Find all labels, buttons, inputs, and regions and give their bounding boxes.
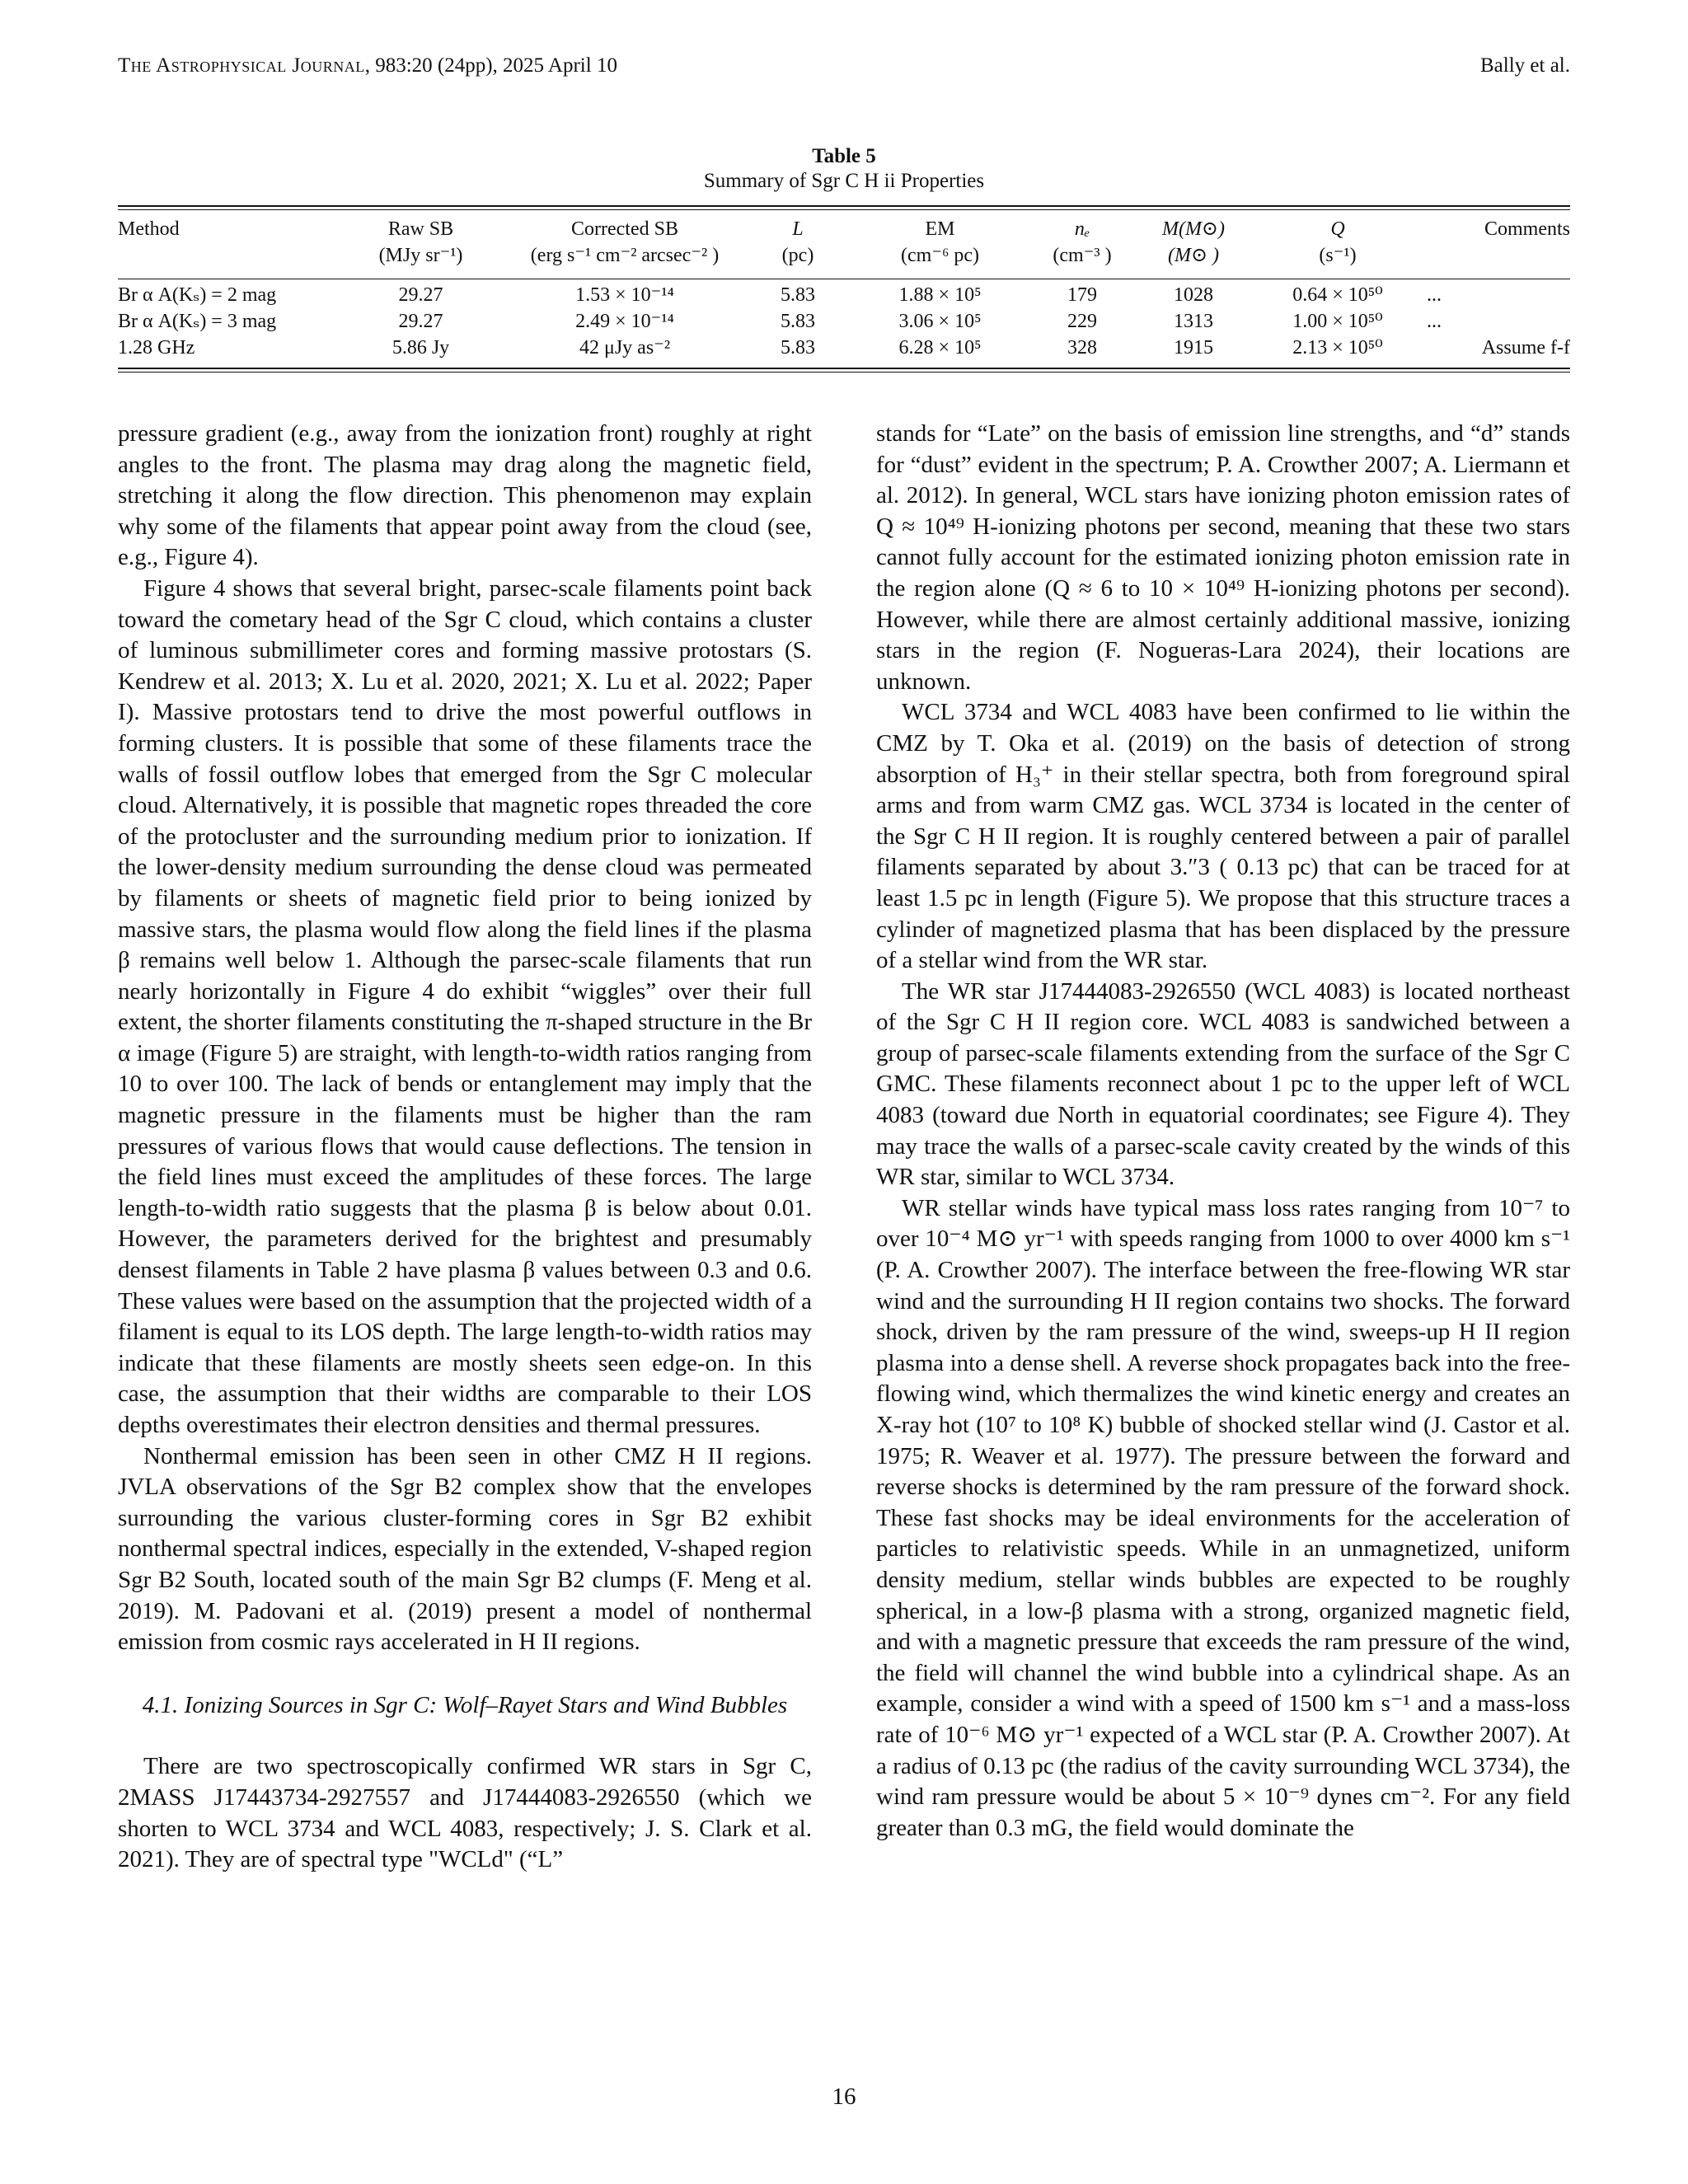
table-cell: 29.27 — [398, 284, 443, 306]
table-cell: 5.83 — [781, 284, 815, 306]
paragraph: Nonthermal emission has been seen in other CMZ H II regions. JVLA observations of the Sgr B2 complex show that the envelopes surrounding the various cluster-forming cores in Sgr B2 exhibit nonthermal spectral indices, especially in the extended, V-shaped region Sgr B2 South, located south of the main Sgr B2 clumps (F. Meng et al. 2019). M. Padovani et al. (2019) present a model of nonthermal emission from cosmic rays accelerated in H II regions. — [118, 1442, 812, 1656]
col-header: L (pc) — [781, 218, 814, 266]
table-row — [118, 269, 1570, 308]
table-cell: 6.28 × 10⁵ — [898, 337, 982, 359]
section-heading: 4.1. Ionizing Sources in Sgr C: Wolf–Rayet Stars and Wind Bubbles — [142, 1691, 788, 1718]
table-cell: 29.27 — [398, 311, 443, 332]
table-cell: 1.88 × 10⁵ — [898, 284, 982, 306]
col-header: Corrected SB (erg s⁻¹ cm⁻² arcsec⁻² ) — [530, 218, 720, 266]
paragraph: Figure 4 shows that several bright, parsec-scale filaments point back toward the cometary head of the Sgr C cloud, which contains a cluster of luminous submillimeter cores and forming massive protostars (S. Kendrew et al. 2013; X. Lu et al. 2020, 2021; X. Lu et al. 2022; Paper I). Massive protostars tend to drive the most powerful outflows in forming clusters. It is possible that some of these filaments trace the walls of fossil outflow lobes that emerged from the Sgr C molecular cloud. Alternatively, it is possible that magnetic ropes threaded the core of the protocluster and the surrounding medium prior to ionization. If the lower-density medium surrounding the dense cloud was permeated by filaments or sheets of magnetic field prior to being ionized by massive stars, the plasma would flow along the field lines if the plasma β remains well below 1. Although the parsec-scale filaments that run nearly horizontally in Figure 4 do exhibit “wiggles” over their full extent, the shorter filaments constituting the π-shaped structure in the Br α image (Figure 5) are straight, with length-to-width ratios ranging from 10 to over 100. The lack of bends or entanglement may imply that the magnetic pressure in the filaments must be higher than the ram pressures of various flows that would cause deflections. The tension in the field lines must exceed the amplitudes of these forces. The large length-to-width ratio suggests that the plasma β is below about 0.01. However, the parameters derived for the brightest and presumably densest filaments in Table 2 have plasma β values between 0.3 and 0.6. These values were based on the assumption that the projected width of a filament is equal to its LOS depth. The large length-to-width ratios may indicate that these filaments are mostly sheets seen edge-on. In this case, the assumption that their widths are comparable to their LOS depths overestimates their electron densities and thermal pressures. — [118, 574, 812, 1438]
table-cell: Assume f-f — [1481, 337, 1570, 359]
table-cell: 5.83 — [781, 337, 815, 359]
table-cell: 2.13 × 10⁵⁰ — [1292, 337, 1383, 359]
table-cell: 5.83 — [781, 311, 815, 332]
table-cell: 2.49 × 10⁻¹⁴ — [575, 311, 674, 332]
table-cell: 1915 — [1174, 337, 1213, 359]
running-header — [118, 54, 617, 77]
table-cell: ... — [1427, 284, 1442, 306]
properties-table — [118, 216, 1570, 361]
table-header-row — [118, 216, 1570, 269]
journal-name: The Astrophysical Journal — [118, 54, 365, 77]
col-header: Method — [118, 218, 180, 240]
table-cell: 1.53 × 10⁻¹⁴ — [575, 284, 674, 306]
col-header: Comments — [1484, 218, 1570, 240]
table-cell: 1.28 GHz — [118, 337, 195, 359]
table-cell: ... — [1427, 311, 1442, 332]
table-cell: 229 — [1067, 311, 1097, 332]
running-header-authors: Bally et al. — [1480, 54, 1570, 77]
page-number: 16 — [832, 2083, 856, 2110]
paragraph: stands for “Late” on the basis of emission line strengths, and “d” stands for “dust” evident in the spectrum; P. A. Crowther 2007; A. Liermann et al. 2012). In general, WCL stars have ionizing photon emission rates of Q ≈ 10⁴⁹ H-ionizing photons per second, meaning that these two stars cannot fully account for the estimated ionizing photon emission rate in the region alone (Q ≈ 6 to 10 × 10⁴⁹ H-ionizing photons per second). However, while there are almost certainly additional massive, ionizing stars in the region (F. Nogueras-Lara 2024), their locations are unknown. — [876, 420, 1570, 695]
table-cell: 179 — [1067, 284, 1097, 306]
table-top-rule — [118, 205, 1570, 207]
table-cell: 42 μJy as⁻² — [579, 337, 671, 359]
table-top-rule-2 — [118, 209, 1570, 210]
right-column — [876, 419, 1570, 1844]
table-cell: 0.64 × 10⁵⁰ — [1292, 284, 1383, 306]
table-cell: Br α A(Kₛ) = 2 mag — [118, 284, 277, 306]
col-header: Q (s⁻¹) — [1319, 218, 1357, 266]
table-cell: 5.86 Jy — [392, 337, 450, 359]
table-cell: 3.06 × 10⁵ — [898, 311, 982, 332]
col-header: nₑ (cm⁻³ ) — [1053, 218, 1112, 266]
col-header: Raw SB (MJy sr⁻¹) — [378, 218, 463, 266]
table-cell: Br α A(Kₛ) = 3 mag — [118, 311, 277, 332]
col-header: EM (cm⁻⁶ pc) — [901, 218, 979, 266]
paragraph: WCL 3734 and WCL 4083 have been confirmed to lie within the CMZ by T. Oka et al. (2019) on the basis of detection of strong absorption of H₃⁺ in their stellar spectra, both from foreground spiral arms and from warm CMZ gas. WCL 3734 is located in the center of the Sgr C H II region. It is roughly centered between a pair of parallel filaments separated by about 3.″3 ( 0.13 pc) that can be traced for at least 1.5 pc in length (Figure 5). We propose that this structure traces a cylinder of magnetized plasma that has been displaced by the pressure of a stellar wind from the WR star. — [876, 699, 1570, 974]
left-column — [118, 419, 812, 1876]
table-cell: 328 — [1067, 337, 1097, 359]
table-cell: 1.00 × 10⁵⁰ — [1292, 311, 1383, 332]
citation: , 983:20 (24pp), 2025 April 10 — [364, 54, 617, 77]
table-bottom-rule — [118, 368, 1570, 369]
paragraph: The WR star J17444083-2926550 (WCL 4083) is located northeast of the Sgr C H II region core. WCL 4083 is sandwiched between a group of parsec-scale filaments extending from the surface of the Sgr C GMC. These filaments reconnect about 1 pc to the upper left of WCL 4083 (toward due North in equatorial coordinates; see Figure 4). They may trace the walls of a parsec-scale cavity created by the winds of this WR star, similar to WCL 3734. — [876, 977, 1570, 1191]
col-header: M(M⊙) (M⊙ ) — [1161, 218, 1226, 266]
paragraph: pressure gradient (e.g., away from the ionization front) roughly at right angles to the front. The plasma may drag along the magnetic field, stretching it along the flow direction. This phenomenon may explain why some of the filaments that appear point away from the cloud (see, e.g., Figure 4). — [118, 420, 812, 571]
paragraph: WR stellar winds have typical mass loss rates ranging from 10⁻⁷ to over 10⁻⁴ M⊙ yr⁻¹ with speeds ranging from 1000 to over 4000 km s⁻¹ (P. A. Crowther 2007). The interface between the free-flowing WR star wind and the surrounding H II region contains two shocks. The forward shock, driven by the ram pressure of the wind, sweeps-up H II region plasma into a dense shell. A reverse shock propagates back into the free-flowing wind, which thermalizes the wind kinetic energy and creates an X-ray hot (10⁷ to 10⁸ K) bubble of shocked stellar wind (J. Castor et al. 1975; R. Weaver et al. 1977). The pressure between the forward and reverse shocks is determined by the ram pressure of the forward shock. These fast shocks may be ideal environments for the acceleration of particles to relativistic speeds. While in an unmagnetized, uniform density medium, stellar winds bubbles are expected to be roughly spherical, in a low-β plasma with a strong, organized magnetic field, and with a magnetic pressure that exceeds the ram pressure of the wind, the field will channel the wind bubble into a cylindrical shape. As an example, consider a wind with a speed of 1500 km s⁻¹ and a mass-loss rate of 10⁻⁶ M⊙ yr⁻¹ expected of a WCL star (P. A. Crowther 2007). At a radius of 0.13 pc (the radius of the cavity surrounding WCL 3734), the wind ram pressure would be about 5 × 10⁻⁹ dynes cm⁻². For any field greater than 0.3 mG, the field would dominate the — [876, 1194, 1570, 1841]
table-row — [118, 335, 1570, 361]
table-row — [118, 308, 1570, 335]
table-cell: 1313 — [1174, 311, 1213, 332]
table-label: Table 5 — [812, 145, 876, 167]
table-title: Summary of Sgr C H ii Properties — [703, 170, 985, 192]
paragraph: There are two spectroscopically confirmed WR stars in Sgr C, 2MASS J17443734-2927557 and J17444083-2926550 (which we shorten to WCL 3734 and WCL 4083, respectively; J. S. Clark et al. 2021). They are of spectral type "WCLd" (“L” — [118, 1753, 812, 1873]
table-bottom-rule-2 — [118, 372, 1570, 373]
table-cell: 1028 — [1174, 284, 1213, 306]
